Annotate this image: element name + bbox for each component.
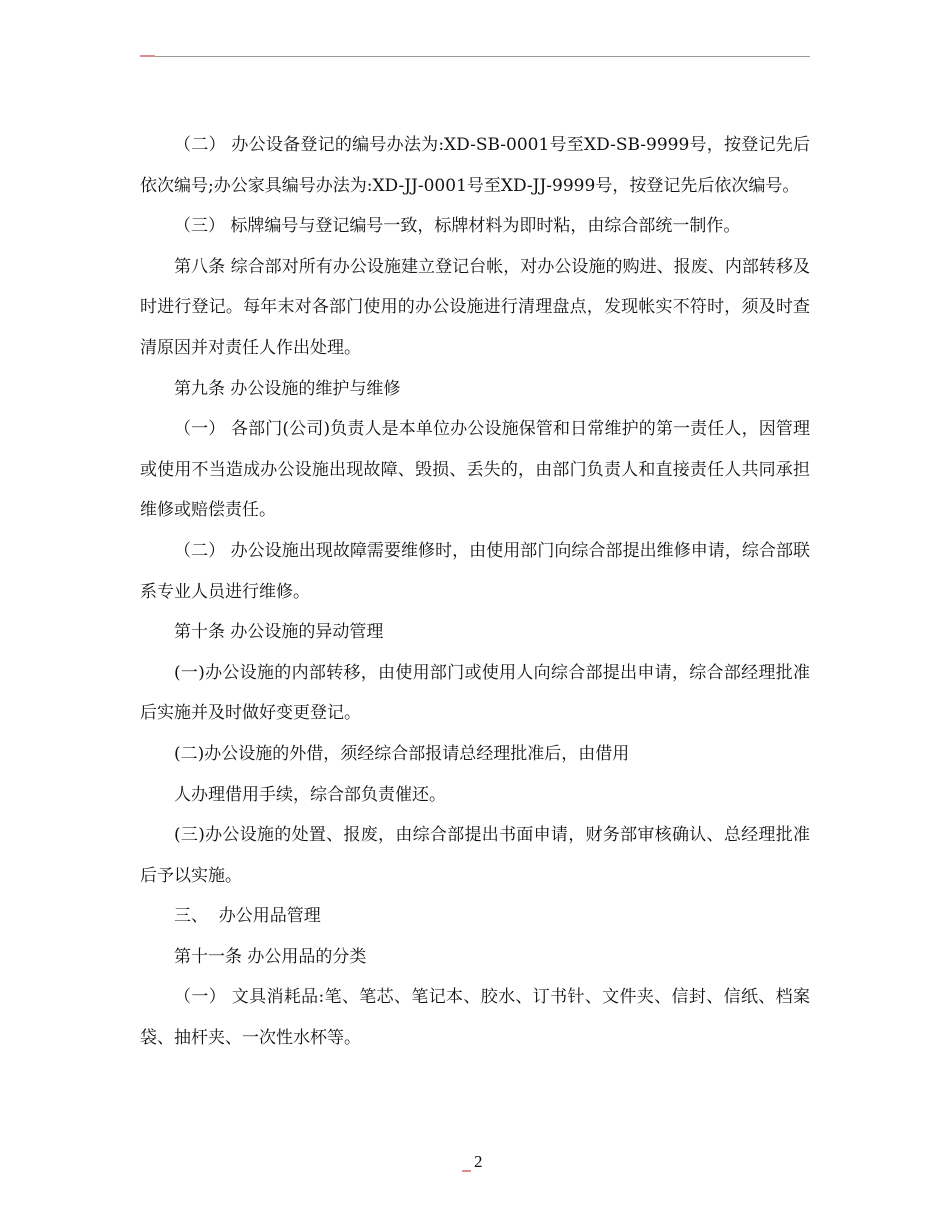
- paragraph-numbering-rule: （二） 办公设备登记的编号办法为:XD-SB-0001号至XD-SB-9999号，按登记先后依次编号;办公家具编号办法为:XD-JJ-0001号至XD-JJ-9999号，按登记先后依次编号。: [140, 135, 810, 196]
- paragraph-article-10-item-1: (一)办公设施的内部转移，由使用部门或使用人向综合部提出申请，综合部经理批准后实施并及时做好变更登记。: [140, 662, 810, 724]
- heading-article-10: 第十条 办公设施的异动管理: [174, 622, 384, 643]
- heading-article-9: 第九条 办公设施的维护与维修: [174, 378, 401, 399]
- paragraph-article-10-item-2-cont: 人办理借用手续，综合部负责催还。: [174, 784, 446, 805]
- paragraph-article-10-item-3: (三)办公设施的处置、报废，由综合部提出书面申请，财务部审核确认、总经理批准后予以实施。: [140, 825, 810, 886]
- paragraph-article-8: 第八条 综合部对所有办公设施建立登记台帐，对办公设施的购进、报废、内部转移及时进行登记。每年末对各部门使用的办公设施进行清理盘点，发现帐实不符时，须及时查清原因并对责任人作出处理。: [140, 256, 810, 358]
- paragraph-article-9-item-1: （一） 各部门(公司)负责人是本单位办公设施保管和日常维护的第一责任人，因管理或使用不当造成办公设施出现故障、毁损、丢失的，由部门负责人和直接责任人共同承担维修或赔偿责任。: [140, 419, 810, 521]
- paragraph-article-11-item-1: （一） 文具消耗品:笔、笔芯、笔记本、胶水、订书针、文件夹、信封、信纸、档案袋、抽杆夹、一次性水杯等。: [140, 987, 810, 1049]
- header-mark: [140, 55, 155, 57]
- page-number-mark: [462, 1170, 471, 1172]
- paragraph-article-10-item-2: (二)办公设施的外借，须经综合部报请总经理批准后，由借用: [174, 743, 630, 764]
- heading-section-3: 三、 办公用品管理: [174, 906, 321, 927]
- header-rule: [140, 56, 810, 57]
- paragraph-article-9-item-2: （二） 办公设施出现故障需要维修时，由使用部门向综合部提出维修申请，综合部联系专业人员进行维修。: [140, 540, 810, 602]
- heading-article-11: 第十一条 办公用品的分类: [174, 946, 367, 967]
- page-number: 2: [474, 1152, 483, 1171]
- paragraph-label-material: （三） 标牌编号与登记编号一致，标牌材料为即时粘，由综合部统一制作。: [174, 216, 741, 237]
- document-body: [140, 125, 810, 1059]
